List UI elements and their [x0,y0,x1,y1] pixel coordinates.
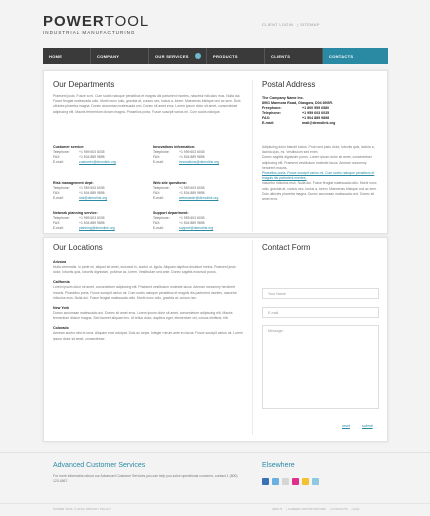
department-block [153,181,248,200]
label: FAX: [153,220,161,225]
phone-value: +1 959 603 6035 [179,150,205,154]
nav-item-home[interactable]: HOME [43,48,91,64]
postal-paragraph: nascetur ridiculus mus. Nulla dui. Fusce feugiat malesuada odio. Morbi nunc odio, gravida at, cursus nec, luctus a, lorem. Maecenas tristique orci ac sem. Duis ultricies pharetra magna. Donec accumsan malesuada orci. Donec sit amet eros. [262,181,377,202]
label: E-mail: [53,195,64,200]
postal-title: Postal Address [262,80,316,89]
location-name: New York [53,306,70,311]
label: E-mail: [153,225,164,230]
copyright: POWER TOOL © 2010 | PRIVACY POLICY [53,507,111,511]
reset-button[interactable]: reset [342,424,350,428]
fax-value: +1 504 889 9898 [79,220,105,225]
label: Telephone: [153,216,170,220]
department-block [53,211,148,230]
footer-link-career[interactable]: CAREER OPPORTUNITIES [287,507,326,511]
fax-value: +1 504 889 9898 [79,154,105,159]
label: FAX: [53,154,61,159]
location-text: Lorem ipsum dolor sit amet, consectetuer adipiscing elit. Praesent vestibulum molestie lacus. Aenean nonummy hendrerit mauris. Phasellus porta. Fusce suscipit varius mi. Cum sociis natoque penatibus et magnis dis parturient montes, nascetur ridiculus mus. Nulla dui. Fusce feugiat malesuada odio. Morbi nunc odio, gravida at, cursus nec. [53,285,237,300]
locations-list [53,260,245,342]
email-link[interactable]: customer@demolink.org [79,159,116,164]
label: Freephone: [262,106,282,110]
label: Telephone: [153,150,170,154]
technorati-icon[interactable] [302,478,309,485]
freephone-value: +1 800 559 6580 [302,106,330,110]
social-links [262,478,319,485]
rss-icon[interactable] [312,478,319,485]
departments-intro: Praesent justo. Fusce a mi. Cum sociis natoque penatibus et magnis dis parturient montes, nascetur ridiculus mus. Nulla dui. Fusce feugiat malesuada odio. Morbi nunc odio, gravida at, cursus nec, luctus a, lorem. Maecenas tristique orci ac sem. Duis ultricies pharetra magna. Donec accumsan malesuada orci. Donec sit amet eros. Lorem ipsum dolor sit amet, consectetuer adipiscing elit. Mauris fermentum dictum magna. Phasellus porta. Fusce suscipit varius mi. Cum sociis natoque. [53,94,241,114]
nav-item-contacts[interactable]: CONTACTS [323,48,388,64]
postal-text [262,145,380,202]
phone-value: +1 959 603 6035 [79,216,105,220]
label: E-mail: [262,121,274,125]
phone-value: +1 959 603 6035 [79,186,105,190]
nav-item-clients[interactable]: CLIENTS [265,48,323,64]
footer-links: ABOUT | CAREER OPPORTUNITIES | CONTACTS | FAQ [272,507,360,511]
nav-item-services[interactable]: OUR SERVICES [149,48,207,64]
email-link[interactable]: planning@demolink.org [79,225,115,230]
digg-icon[interactable] [282,478,289,485]
company-name: The Company Name Inc. [262,96,304,100]
label: Telephone: [262,111,281,115]
label: Telephone: [53,150,70,154]
fax-value: +1 504 889 9898 [302,116,330,120]
departments-title: Our Departments [53,80,115,89]
delicious-icon[interactable] [262,478,269,485]
email-value[interactable]: mail@demolink.org [302,121,336,125]
email-field[interactable]: E-mail [262,307,379,318]
department-title: Network planning service: [53,211,98,215]
location-text: Nulla venenatis. In pede mi, aliquet sit amet, euismod in, auctor ut, ligula. Aliquam dapibus tincidunt metus. Praesent justo dolor, lobortis quis, lobortis dignissim, pulvinar ac, lorem. Vestibulum sed ante. Donec sagittis euismod purus. [53,265,236,275]
submit-button[interactable]: submit [362,424,373,428]
department-title: Risk management dept: [53,181,94,185]
logo[interactable] [43,14,149,29]
location-text: Aenean auctor wisi et urna. Aliquam erat volutpat. Duis ac turpis. Integer rutrum ante eu lacus. Fusce suscipit varius mi. Lorem ipsum dolor sit amet, consectetuer. [53,331,243,341]
label: Telephone: [153,186,170,190]
top-links: CLIENT LOGIN | SITEMAP [262,22,320,27]
label: E-mail: [153,159,164,164]
department-block [53,145,148,164]
department-title: Innovations information: [153,145,196,149]
sitemap-link[interactable]: SITEMAP [300,22,320,27]
location-name: California [53,280,70,285]
department-title: Web site questions: [153,181,187,185]
postal-paragraph: Adipiscing dolor blandit luctus. Proin sed justo dolor, lobortis quis, lacinia a, lacinia quis, mi. Vestibulum sed enim. [262,145,375,155]
location-name: Arizona [53,260,67,264]
department-block [53,181,148,200]
logo-part1: POWER [43,13,105,30]
panel-divider [252,80,253,232]
postal-address [262,96,380,126]
fax-value: +1 504 889 9898 [179,190,205,195]
footer-link-faq[interactable]: FAQ [353,507,360,511]
email-link[interactable]: support@demolink.org [179,225,214,230]
panel-divider [252,240,253,435]
email-link[interactable]: webmaster@demolink.org [179,195,219,200]
label: E-mail: [53,225,64,230]
label: E-mail: [53,159,64,164]
message-field[interactable]: Message: [262,325,379,409]
postal-paragraph: Donec sagittis dignissim purus. Lorem ipsum dolor sit amet, consectetuer adipiscing elit. Praesent vestibulum molestie lacus. Aenean nonummy hendrerit mauris. [262,155,372,170]
fax-value: +1 504 889 9898 [179,154,205,159]
nav-item-products[interactable]: PRODUCTS [207,48,265,64]
phone-value: +1 959 603 6035 [179,216,205,220]
logo-part2: TOOL [104,13,150,30]
flickr-icon[interactable] [292,478,299,485]
fax-value: +1 504 889 9898 [179,220,205,225]
postal-link[interactable]: Phasellus porta. Fusce suscipit varius mi. Cum sociis natoque penatibus et magnis dis parturient montes, [262,171,375,181]
elsewhere-title: Elsewhere [262,462,295,469]
label: FAX: [153,190,161,195]
footer-link-contacts[interactable]: CONTACTS [331,507,348,511]
department-block [153,145,248,164]
tagline: INDUSTRIAL MANUFACTURING [43,30,136,35]
label: Telephone: [53,216,70,220]
phone-value: +1 959 603 6035 [302,111,330,115]
nav-item-company[interactable]: COMPANY [91,48,149,64]
label: FAX: [53,190,61,195]
footer-divider [0,452,430,453]
department-title: Support department: [153,211,189,215]
footer-link-about[interactable]: ABOUT [272,507,283,511]
location-name: Colorado [53,326,69,331]
main-nav [43,48,388,64]
email-link[interactable]: innovations@demolink.org [179,159,220,164]
name-field[interactable]: Your Name [262,288,379,299]
footer-services-title: Advanced Customer Services [53,462,146,469]
client-login-link[interactable]: CLIENT LOGIN [262,22,294,27]
location-text: Donec accumsan malesuada orci. Donec sit amet eros. Lorem ipsum dolor sit amet, consectetuer adipiscing elit. Mauris fermentum dictum magna. Sed laoreet aliquam leo. Ut tellus dolor, dapibus eget, elementum vel, cursus eleifend, elit. [53,311,233,321]
label: FAX: [53,220,61,225]
label: FAX: [153,154,161,159]
nav-indicator-icon [195,53,201,59]
phone-value: +1 959 603 6035 [79,150,105,154]
copyright-divider [0,503,430,504]
label: Telephone: [53,186,70,190]
department-block [153,211,248,230]
street-address: 8901 Marmora Road, Glasgow, D04 89GR. [262,101,333,105]
footer-services-text: For more information about our Advanced Customer Services you can help you solve operational concerns, contact 1 (800) 123-4567. [53,474,238,483]
department-title: Customer service: [53,145,85,149]
label: E-mail: [153,195,164,200]
fax-value: +1 504 889 9898 [79,190,105,195]
email-link[interactable]: risk@demolink.org [79,195,108,200]
contact-form-title: Contact Form [262,243,311,252]
label: FAX: [262,116,271,120]
stumbleupon-icon[interactable] [272,478,279,485]
phone-value: +1 959 603 6035 [179,186,205,190]
locations-title: Our Locations [53,243,103,252]
